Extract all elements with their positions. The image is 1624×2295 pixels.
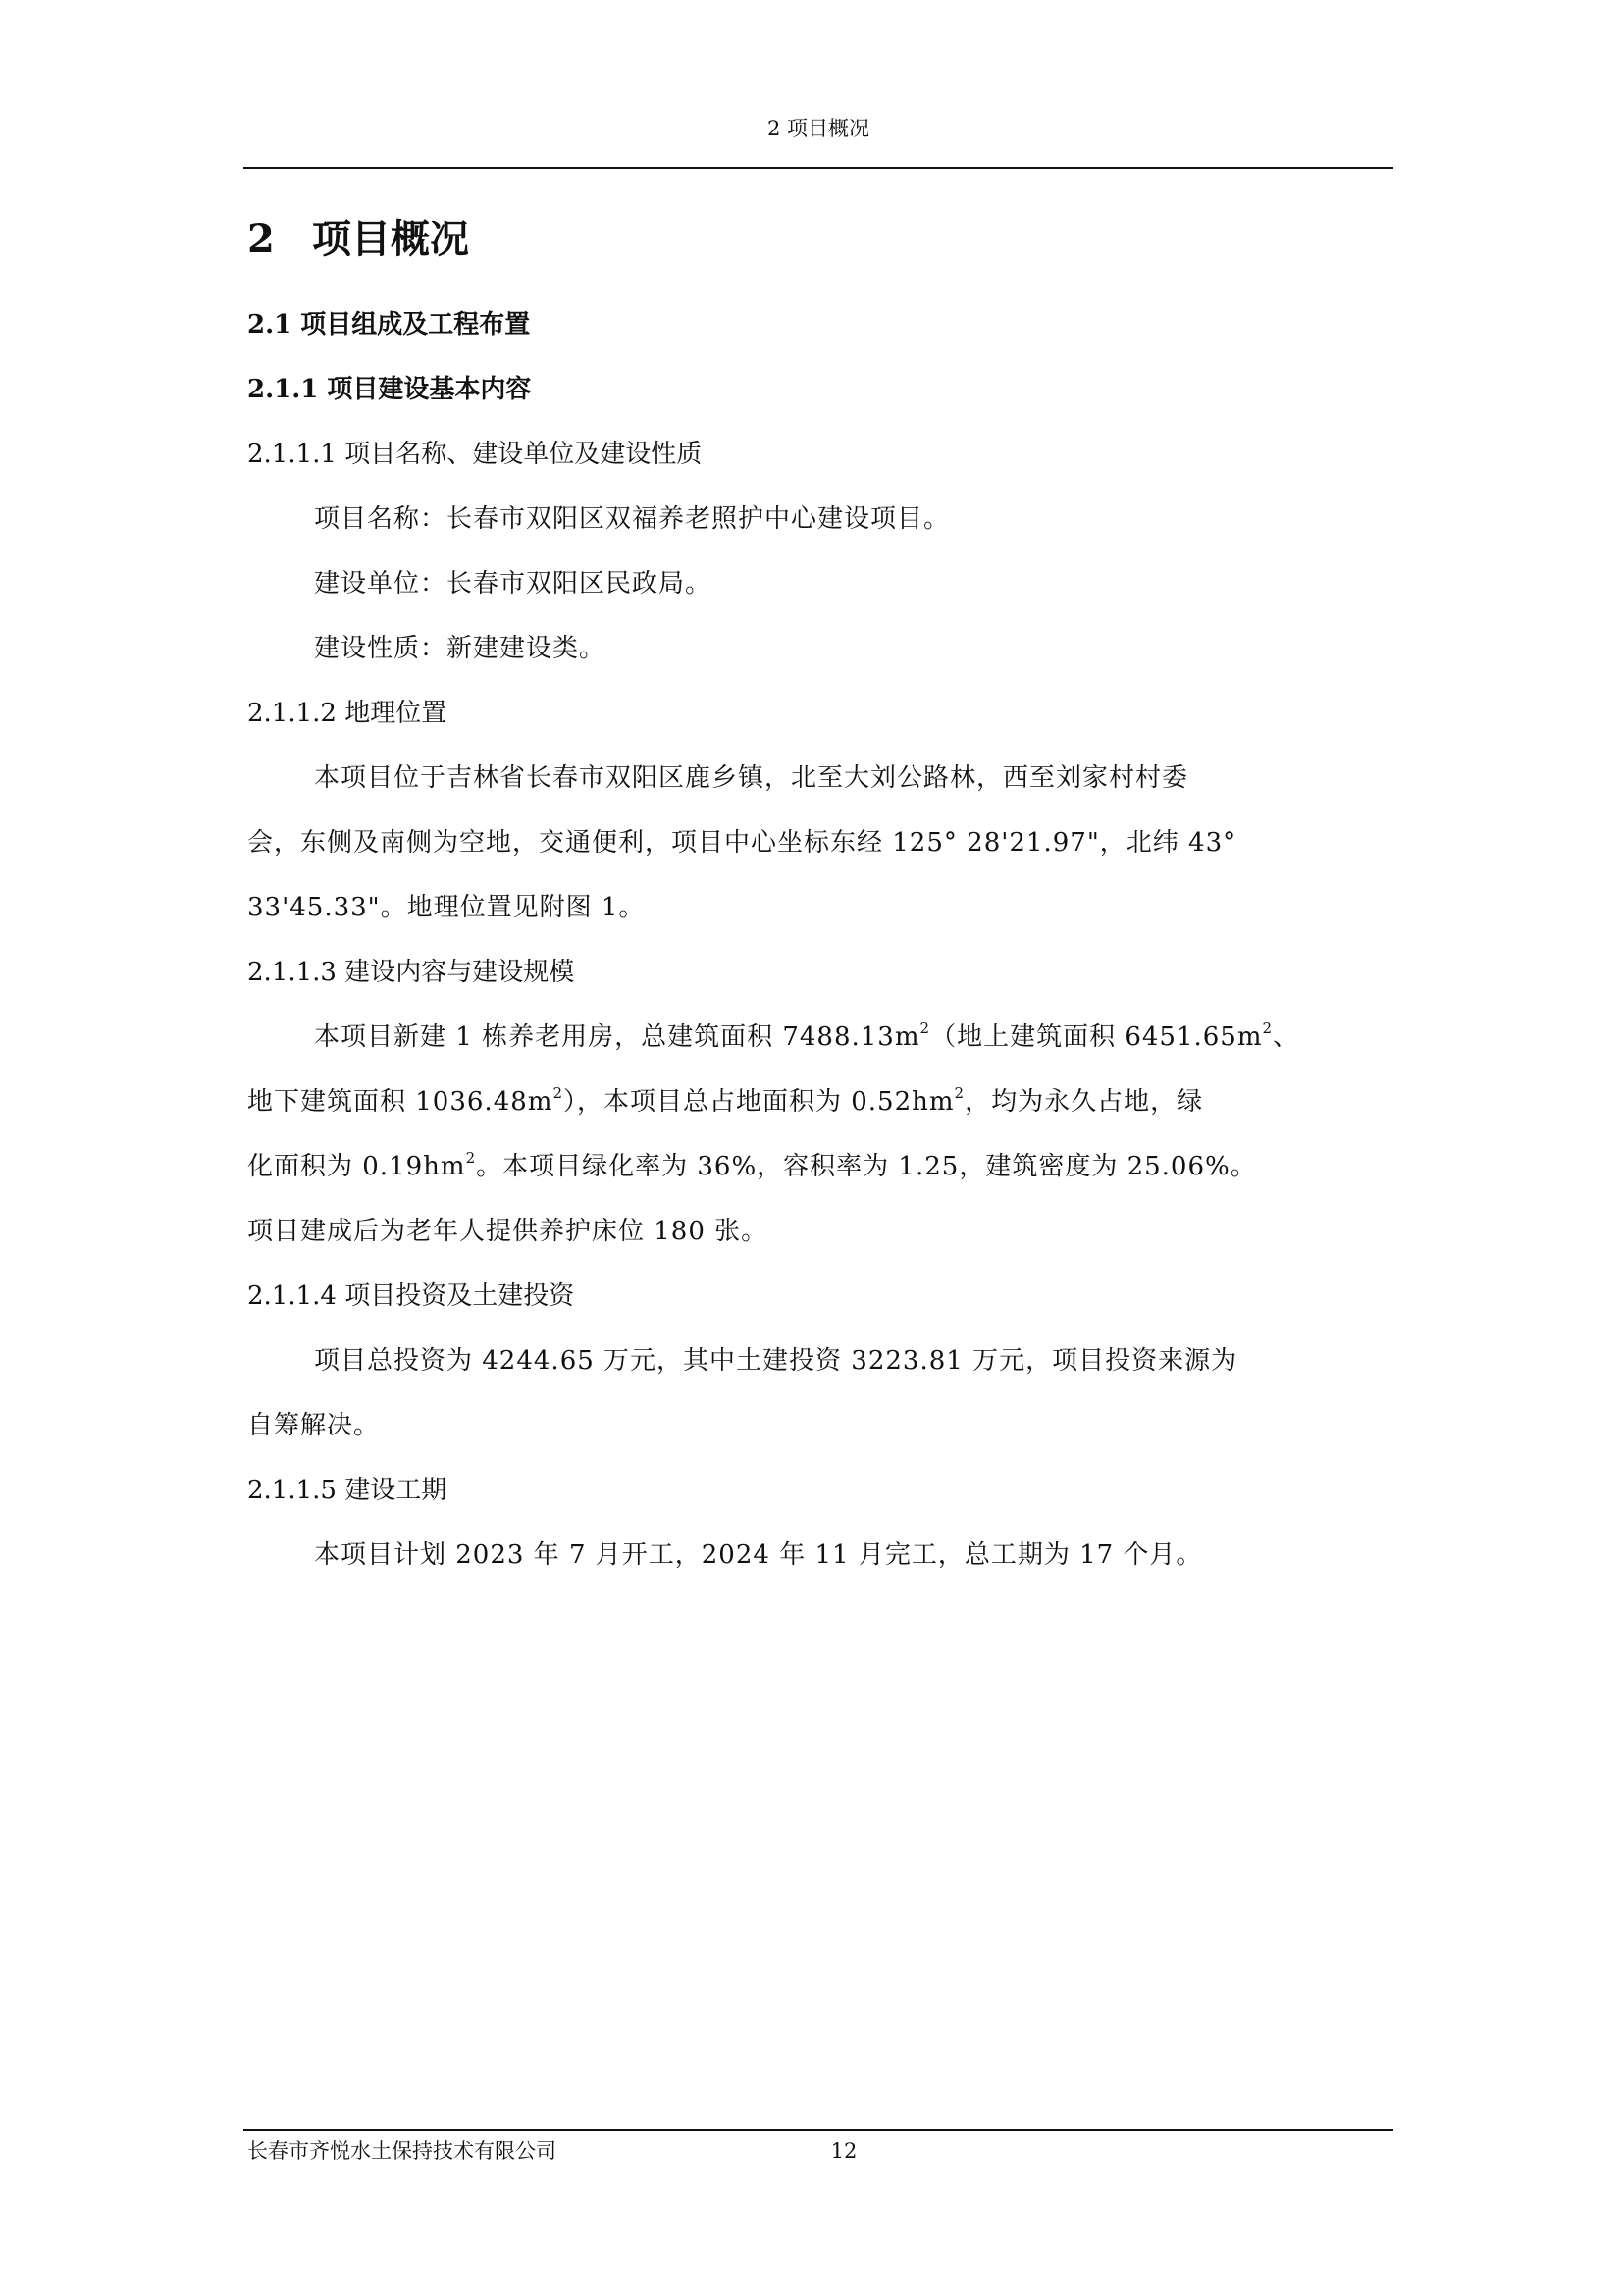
subsection-heading-2-1-1-1: 2.1.1.1 项目名称、建设单位及建设性质 (247, 440, 703, 469)
scale-text: 本项目新建 1 栋养老用房，总建筑面积 7488.13m (314, 1022, 920, 1052)
page-number: 12 (830, 2139, 858, 2163)
scale-line-3 (247, 1144, 1388, 1189)
subsection-heading-2-1-1-4: 2.1.1.4 项目投资及土建投资 (247, 1281, 575, 1311)
project-name-line: 项目名称：长春市双阳区双福养老照护中心建设项目。 (314, 504, 951, 534)
section-heading-2-1: 2.1 项目组成及工程布置 (247, 310, 531, 339)
schedule-paragraph (247, 1533, 1388, 1578)
header-rule (243, 167, 1393, 169)
page-body (247, 210, 1388, 1597)
subsection-heading-2-1-1-2: 2.1.1.2 地理位置 (247, 699, 447, 728)
scale-text: 地下建筑面积 1036.48m (247, 1087, 553, 1117)
scale-text: ），本项目总占地面积为 0.52hm (562, 1087, 955, 1117)
schedule-line-1: 本项目计划 2023 年 7 月开工，2024 年 11 月完工，总工期为 17 个月。 (314, 1540, 1203, 1570)
subsection-heading-2-1-1-5: 2.1.1.5 建设工期 (247, 1476, 447, 1505)
location-line-2: 会，东侧及南侧为空地，交通便利，项目中心坐标东经 125° 28'21.97"，北纬 43° (247, 828, 1237, 858)
chapter-number: 2 (247, 216, 275, 262)
running-header: 2 项目概况 (766, 117, 870, 140)
chapter-title-text: 项目概况 (312, 216, 469, 262)
chapter-title (247, 210, 1388, 269)
scale-text: 化面积为 0.19hm (247, 1152, 466, 1181)
subsection-heading-2-1-1-3: 2.1.1.3 建设内容与建设规模 (247, 958, 575, 987)
scale-text: ，均为永久占地，绿 (965, 1087, 1204, 1117)
superscript: 2 (552, 1084, 563, 1102)
superscript: 2 (465, 1149, 477, 1167)
scale-text: 、 (1273, 1022, 1300, 1052)
section-heading-2-1-1: 2.1.1 项目建设基本内容 (247, 375, 532, 404)
superscript: 2 (954, 1084, 966, 1102)
location-paragraph (247, 756, 1388, 930)
footer-rule (243, 2129, 1393, 2131)
footer-company: 长春市齐悦水土保持技术有限公司 (247, 2139, 556, 2163)
scale-text: （地上建筑面积 6451.65m (930, 1022, 1263, 1052)
investment-paragraph (247, 1338, 1388, 1448)
superscript: 2 (1262, 1019, 1274, 1037)
scale-line-2 (247, 1079, 1388, 1124)
scale-line-1 (247, 1015, 1388, 1060)
construction-nature-line: 建设性质：新建建设类。 (314, 634, 606, 663)
investment-line-2: 自筹解决。 (247, 1411, 381, 1440)
scale-line-4: 项目建成后为老年人提供养护床位 180 张。 (247, 1217, 768, 1246)
location-line-3: 33'45.33"。地理位置见附图 1。 (247, 893, 646, 922)
scale-paragraph (247, 1015, 1388, 1254)
location-line-1: 本项目位于吉林省长春市双阳区鹿乡镇，北至大刘公路林，西至刘家村村委 (314, 763, 1189, 793)
construction-unit-line: 建设单位：长春市双阳区民政局。 (314, 569, 712, 599)
scale-text: 。本项目绿化率为 36%，容积率为 1.25，建筑密度为 25.06%。 (476, 1152, 1257, 1181)
superscript: 2 (919, 1019, 931, 1037)
investment-line-1: 项目总投资为 4244.65 万元，其中土建投资 3223.81 万元，项目投资来源为 (314, 1346, 1238, 1376)
